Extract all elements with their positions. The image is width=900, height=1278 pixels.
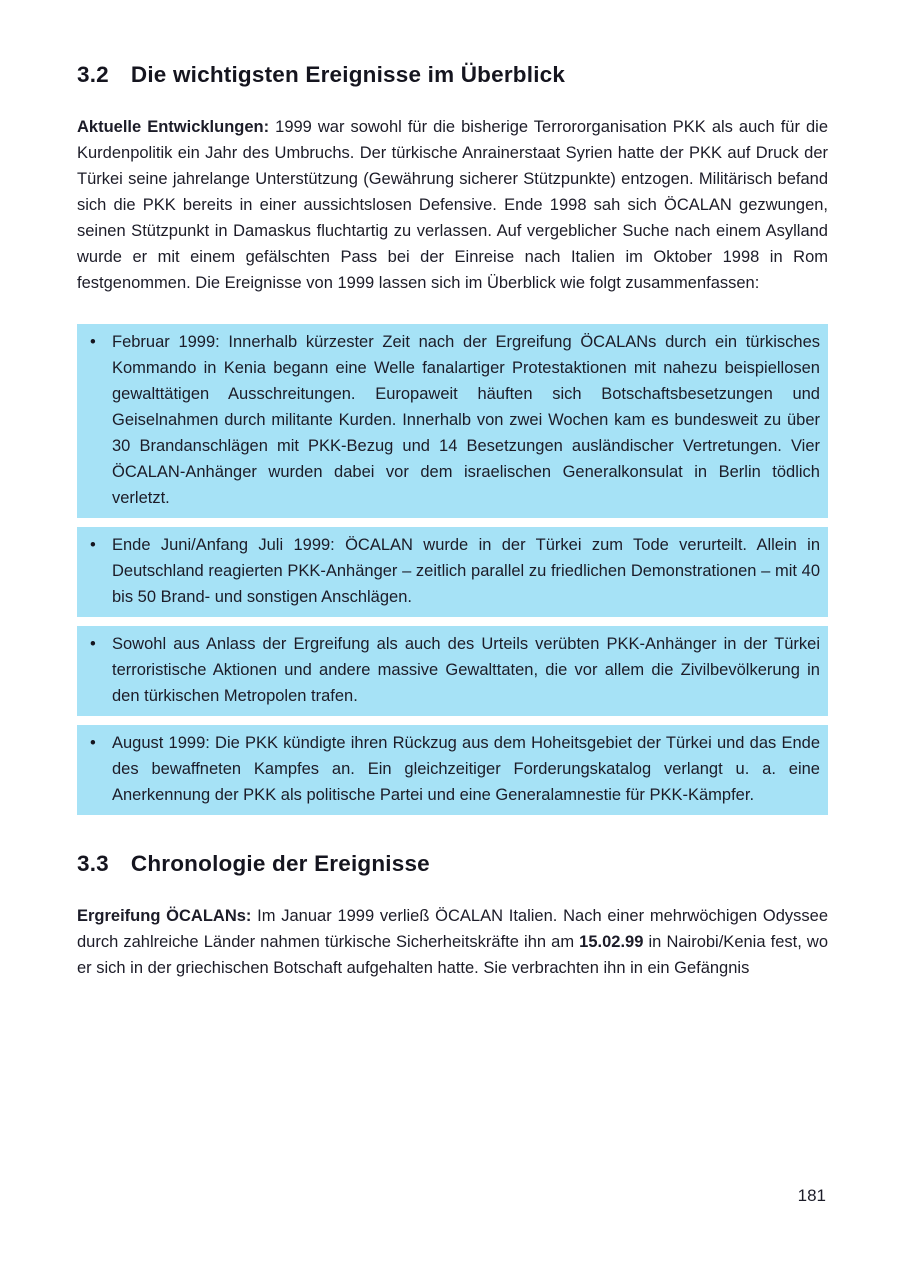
bullet-marker: • — [90, 536, 96, 554]
page-number: 181 — [797, 1186, 826, 1205]
highlighted-bullet-list — [77, 324, 828, 815]
bullet-text: Sowohl aus Anlass der Ergreifung als auch des Urteils verübten PKK-Anhänger in der Türkei terroristische Aktionen und andere massive Gewalttaten, die vor allem die Zivilbevölkerung in den türkischen Metropolen trafen. — [112, 635, 820, 705]
bullet-item-june-july-1999 — [77, 527, 828, 617]
bullet-marker: • — [90, 734, 96, 752]
bullet-text: Februar 1999: Innerhalb kürzester Zeit nach der Ergreifung ÖCALANs durch ein türkisches Kommando in Kenia begann eine Welle fanalartiger Protestaktionen mit nahezu beispiellosen gewalttätigen Ausschreitungen. Europaweit häuften sich Botschaftsbesetzungen und Geiselnahmen durch militante Kurden. Innerhalb von zwei Wochen kam es bundesweit zu über 30 Brandanschlägen mit PKK-Bezug und 14 Besetzungen ausländischer Vertretungen. Vier ÖCALAN-Anhänger wurden dabei vor dem israelischen Generalkonsulat in Berlin tödlich verletzt. — [112, 333, 820, 507]
section-title: Die wichtigsten Ereignisse im Überblick — [130, 62, 566, 87]
bullet-marker: • — [90, 635, 96, 653]
section-title: Chronologie der Ereignisse — [130, 851, 430, 876]
intro-paragraph: Aktuelle Entwicklungen: 1999 war sowohl für die bisherige Terrororganisation PKK als auch für die Kurdenpolitik ein Jahr des Umbruchs. Der türkische Anrainerstaat Syrien hatte der PKK auf Druck der Türkei seine jahrelange Unterstützung (Gewährung sicherer Stützpunkte) entzogen. Militärisch befand sich die PKK bereits in einer aussichtslosen Defensive. Ende 1998 sah sich ÖCALAN gezwungen, seinen Stützpunkt in Damaskus fluchtartig zu verlassen. Auf vergeblicher Suche nach einem Asylland wurde er mit einem gefälschten Pass bei der Einreise nach Italien im Oktober 1998 in Rom festgenommen. Die Ereignisse von 1999 lassen sich im Überblick wie folgt zusammenfassen: — [77, 118, 828, 292]
bullet-item-turkey-actions — [77, 626, 828, 716]
bullet-item-february-1999 — [77, 324, 828, 518]
bullet-text: August 1999: Die PKK kündigte ihren Rückzug aus dem Hoheitsgebiet der Türkei und das Ende des bewaffneten Kampfes an. Ein gleichzeitiger Forderungskatalog verlangt u. a. eine Anerkennung der PKK als politische Partei und eine Generalamnestie für PKK-Kämpfer. — [112, 734, 820, 804]
section-heading-3-2 — [77, 62, 828, 88]
section-number: 3.3 — [77, 851, 109, 876]
section-heading-3-3 — [77, 851, 828, 877]
bullet-text: Ende Juni/Anfang Juli 1999: ÖCALAN wurde in der Türkei zum Tode verurteilt. Allein in Deutschland reagierten PKK-Anhänger – zeitlich parallel zu friedlichen Demonstrationen – mit 40 bis 50 Brand- und sonstigen Anschlägen. — [112, 536, 820, 606]
chronology-paragraph: Ergreifung ÖCALANs: Im Januar 1999 verließ ÖCALAN Italien. Nach einer mehrwöchigen Odyssee durch zahlreiche Länder nahmen türkische Sicherheitskräfte ihn am 15.02.99 in Nairobi/Kenia fest, wo er sich in der griechischen Botschaft aufgehalten hatte. Sie verbrachten ihn in ein Gefängnis — [77, 907, 828, 977]
bullet-item-august-1999 — [77, 725, 828, 815]
section-number: 3.2 — [77, 62, 109, 87]
bullet-marker: • — [90, 333, 96, 351]
